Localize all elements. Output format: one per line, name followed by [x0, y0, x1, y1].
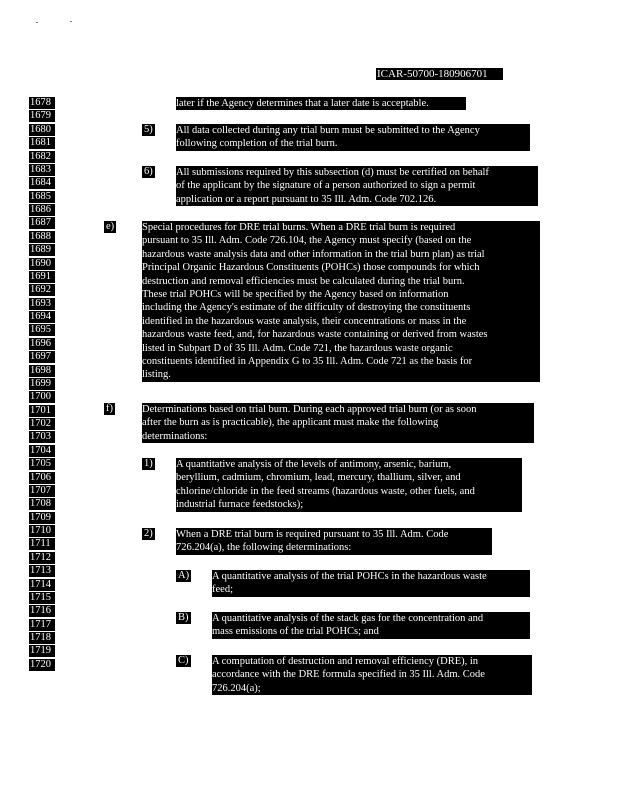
line-number: 1682 [29, 151, 55, 163]
text-line: Determinations based on trial burn. During each approved trial burn (or as soon [142, 404, 477, 415]
line-number-column [29, 97, 55, 672]
text-line: 726.204(a); [212, 682, 261, 694]
line-number: 1680 [29, 124, 55, 136]
text-line: later if the Agency determines that a later date is acceptable. [176, 98, 429, 109]
text-line: listing. [142, 369, 171, 381]
line-number: 1689 [29, 244, 55, 256]
line-number: 1697 [29, 351, 55, 363]
text-block-subsection-f [142, 403, 534, 443]
text-line: listed in Subpart D of 35 Ill. Adm. Code 721, the hazardous waste organic [142, 342, 453, 354]
line-number: 1694 [29, 311, 55, 323]
line-number: 1693 [29, 298, 55, 310]
text-line: All submissions required by this subsection (d) must be certified on behalf [176, 167, 489, 178]
item-marker-6: 6) [144, 166, 153, 177]
line-number: 1717 [29, 619, 55, 631]
text-line: hazardous waste analysis data and other information in the trial burn plan) as trial [142, 248, 485, 260]
line-number: 1698 [29, 365, 55, 377]
line-number: 1709 [29, 512, 55, 524]
line-number: 1712 [29, 552, 55, 564]
item-marker-1: 1) [144, 458, 153, 469]
line-number: 1714 [29, 579, 55, 591]
text-line: When a DRE trial burn is required pursuant to 35 Ill. Adm. Code [176, 529, 449, 540]
line-number: 1687 [29, 217, 55, 229]
text-line: accordance with the DRE formula specified in 35 Ill. Adm. Code [212, 669, 485, 681]
text-line: A computation of destruction and removal efficiency (DRE), in [212, 656, 479, 667]
text-line: after the burn as is practicable), the applicant must make the following [142, 417, 439, 429]
line-number: 1711 [29, 538, 55, 550]
line-number: 1701 [29, 405, 55, 417]
line-number: 1696 [29, 338, 55, 350]
item-marker-c: C) [178, 655, 189, 666]
text-line: hazardous waste feed, and, for hazardous waste containing or derived from wastes [142, 329, 488, 341]
line-number: 1678 [29, 97, 55, 109]
line-number: 1686 [29, 204, 55, 216]
item-marker-5: 5) [144, 124, 153, 135]
line-number: 1707 [29, 485, 55, 497]
document-id: ICAR-50700-180906701 [376, 68, 503, 80]
text-line: of the applicant by the signature of a person authorized to sign a permit [176, 180, 476, 192]
line-number: 1718 [29, 632, 55, 644]
line-number: 1706 [29, 472, 55, 484]
line-number: 1688 [29, 231, 55, 243]
text-line: application or a report pursuant to 35 Ill. Adm. Code 702.126. [176, 193, 437, 205]
text-line: Special procedures for DRE trial burns. When a DRE trial burn is required [142, 222, 456, 233]
subsection-marker-f: f) [106, 403, 113, 414]
item-marker-2: 2) [144, 528, 153, 539]
text-line: industrial furnace feedstocks); [176, 499, 304, 511]
line-number: 1716 [29, 605, 55, 617]
text-line: A quantitative analysis of the trial POHCs in the hazardous waste [212, 571, 487, 582]
line-number: 1695 [29, 324, 55, 336]
line-number: 1684 [29, 177, 55, 189]
line-number: 1719 [29, 645, 55, 657]
text-line: beryllium, cadmium, chromium, lead, mercury, thallium, silver, and [176, 472, 461, 484]
line-number: 1692 [29, 284, 55, 296]
text-block-subsection-e [142, 221, 540, 382]
text-line: A quantitative analysis of the stack gas for the concentration and [212, 613, 484, 624]
text-block-item-6 [176, 166, 538, 206]
text-line: mass emissions of the trial POHCs; and [212, 626, 379, 638]
text-block-item-1 [176, 458, 522, 512]
text-block-item-2 [176, 528, 492, 555]
line-number: 1703 [29, 431, 55, 443]
line-number: 1700 [29, 391, 55, 403]
line-number: 1683 [29, 164, 55, 176]
line-number: 1679 [29, 110, 55, 122]
text-line: All data collected during any trial burn must be submitted to the Agency [176, 125, 480, 136]
scan-speck [36, 22, 38, 23]
text-line: 726.204(a), the following determinations: [176, 542, 352, 554]
text-line: feed; [212, 584, 233, 596]
text-block-continuation [176, 97, 466, 110]
line-number: 1685 [29, 191, 55, 203]
text-block-item-b [212, 612, 530, 639]
line-number: 1704 [29, 445, 55, 457]
line-number: 1690 [29, 258, 55, 270]
text-line: pursuant to 35 Ill. Adm. Code 726.104, the Agency must specify (based on the [142, 235, 472, 247]
line-number: 1702 [29, 418, 55, 430]
scan-speck [70, 21, 72, 22]
line-number: 1705 [29, 458, 55, 470]
line-number: 1708 [29, 498, 55, 510]
item-marker-b: B) [178, 612, 189, 623]
text-line: A quantitative analysis of the levels of antimony, arsenic, barium, [176, 459, 452, 470]
text-line: constituents identified in Appendix G to 35 Ill. Adm. Code 721 as the basis for [142, 355, 473, 367]
text-line: These trial POHCs will be specified by the Agency based on information [142, 288, 449, 300]
line-number: 1710 [29, 525, 55, 537]
text-line: chlorine/chloride in the feed streams (hazardous waste, other fuels, and [176, 485, 475, 497]
line-number: 1681 [29, 137, 55, 149]
line-number: 1715 [29, 592, 55, 604]
line-number: 1699 [29, 378, 55, 390]
text-block-item-c [212, 655, 532, 695]
text-line: following completion of the trial burn. [176, 138, 338, 150]
text-line: destruction and removal efficiencies must be calculated during the trial burn. [142, 275, 465, 287]
text-block-item-5 [176, 124, 530, 151]
line-number: 1720 [29, 659, 55, 671]
item-marker-a: A) [178, 570, 190, 581]
text-line: including the Agency's estimate of the difficulty of destroying the constituents [142, 302, 471, 314]
line-number: 1691 [29, 271, 55, 283]
subsection-marker-e: e) [106, 221, 115, 232]
text-line: determinations: [142, 430, 208, 442]
text-line: identified in the hazardous waste analysis, their concentrations or mass in the [142, 315, 467, 327]
line-number: 1713 [29, 565, 55, 577]
text-block-item-a [212, 570, 530, 597]
text-line: Principal Organic Hazardous Constituents (POHCs) those compounds for which [142, 262, 480, 274]
